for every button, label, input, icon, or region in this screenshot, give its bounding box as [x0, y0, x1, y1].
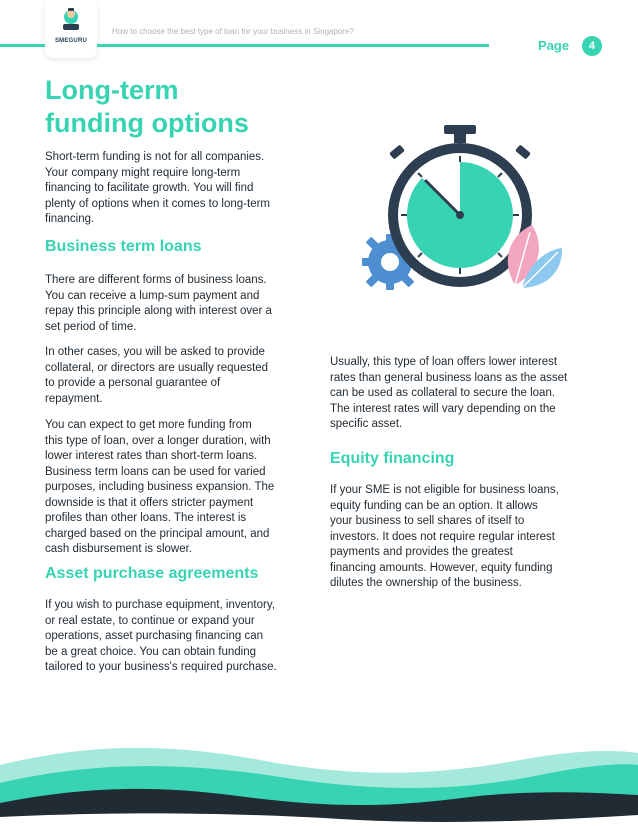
heading-equity-financing: Equity financing [330, 450, 455, 467]
page-label: Page [538, 38, 570, 53]
business-term-loans-paragraph-1: There are different forms of business loans. You can receive a lump-sum payment and repay this principle along with interest over a set period of time. [45, 274, 272, 333]
page-title: Long-term funding options [45, 75, 249, 138]
asset-purchase-paragraph: If you wish to purchase equipment, inventory, or real estate, to continue or expand your operations, asset purchasing financing can be a great choice. You can obtain funding tailored to your business's required purchase. [45, 599, 277, 673]
business-term-loans-paragraph-2: In other cases, you will be asked to provide collateral, or directors are usually requested to provide a personal guarantee of repayment. [45, 346, 269, 405]
heading-business-term-loans: Business term loans [45, 238, 202, 255]
logo-icon [45, 0, 97, 40]
stopwatch-illustration [350, 120, 570, 300]
right-column-paragraph: Usually, this type of loan offers lower interest rates than general business loans as the asset can be used as collateral to secure the loan. The interest rates will vary depending on the specific asset. [330, 356, 568, 430]
header-rule-left [0, 44, 45, 47]
document-title: How to choose the best type of loan for your business in Singapore? [112, 27, 354, 36]
logo-card [45, 0, 97, 58]
logo-text: SMEGURU [54, 38, 88, 44]
intro-paragraph: Short-term funding is not for all companies. Your company might require long-term financing to facilitate growth. You will find plenty of options when it comes to long-term financing. [45, 151, 271, 225]
business-term-loans-paragraph-3: You can expect to get more funding from this type of loan, over a longer duration, with lower interest rates than short-term loans. Business term loans can be used for varied purposes, including business expansion. The downside is that it offers stricter payment profiles than other loans. The interest is charged based on the principal amount, and cash disbursement is slower. [45, 419, 275, 555]
header-rule [97, 44, 489, 47]
page-number-badge: 4 [582, 36, 602, 56]
equity-financing-paragraph: If your SME is not eligible for business loans, equity funding can be an option. It allows your business to sell shares of itself to investors. It does not require regular interest payments and provides the greatest financing amounts. However, equity funding dilutes the ownership of the business. [330, 484, 559, 589]
footer-waves [0, 735, 638, 826]
heading-asset-purchase-agreements: Asset purchase agreements [45, 565, 259, 582]
